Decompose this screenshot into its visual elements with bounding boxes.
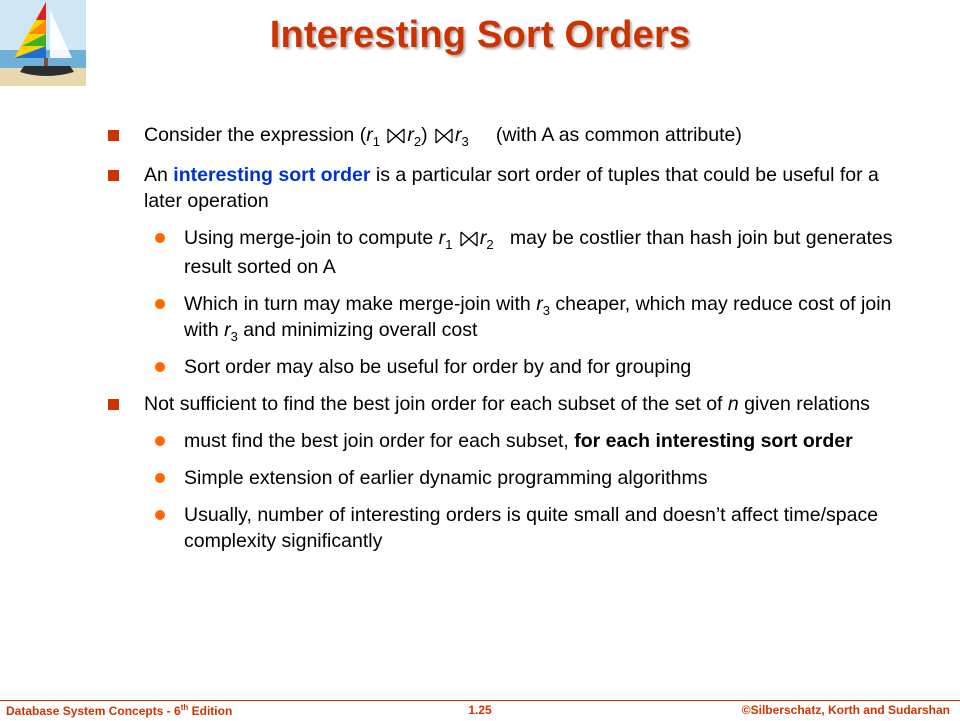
round-bullet-icon xyxy=(155,473,165,483)
subbullet-dynamic-programming: Simple extension of earlier dynamic programming algorithms xyxy=(108,465,908,491)
natural-join-icon xyxy=(387,125,405,151)
square-bullet-icon xyxy=(108,170,119,181)
square-bullet-icon xyxy=(108,399,119,410)
bullet-not-sufficient: Not sufficient to find the best join order for each subset of the set of n given relations xyxy=(108,391,908,417)
footer-book-title: Database System Concepts - 6th Edition xyxy=(6,703,233,718)
round-bullet-icon xyxy=(155,299,165,309)
page-number: 1.25 xyxy=(468,703,492,717)
round-bullet-icon xyxy=(155,233,165,243)
round-bullet-icon xyxy=(155,362,165,372)
natural-join-icon xyxy=(435,125,453,151)
slide-footer xyxy=(0,700,960,721)
subbullet-complexity: Usually, number of interesting orders is quite small and doesn’t affect time/space complexity significantly xyxy=(108,502,908,554)
bullet-interesting-sort-order: An interesting sort order is a particular sort order of tuples that could be useful for a later operation xyxy=(108,162,908,214)
square-bullet-icon xyxy=(108,130,119,141)
slide-content xyxy=(108,122,908,565)
subbullet-order-by: Sort order may also be useful for order by and for grouping xyxy=(108,354,908,380)
highlighted-term: interesting sort order xyxy=(173,164,371,186)
round-bullet-icon xyxy=(155,510,165,520)
subbullet-cheaper-join: Which in turn may make merge-join with $r_3$ cheaper, which may reduce cost of join with $r_3$ and minimizing overall cost xyxy=(108,291,908,343)
natural-join-icon xyxy=(460,228,478,254)
round-bullet-icon xyxy=(155,436,165,446)
slide-title: Interesting Sort Orders xyxy=(269,14,691,56)
subbullet-best-join-order: must find the best join order for each subset, for each interesting sort order xyxy=(108,428,908,454)
footer-copyright: ©Silberschatz, Korth and Sudarshan xyxy=(741,703,950,717)
bullet-consider-expression: Consider the expression ($r_1$ $r_2$) $r_3$ (with A as common attribute) xyxy=(108,122,908,151)
subbullet-merge-join: Using merge-join to compute $r_1$ $r_2$ may be costlier than hash join but generates result sorted on A xyxy=(108,225,908,280)
